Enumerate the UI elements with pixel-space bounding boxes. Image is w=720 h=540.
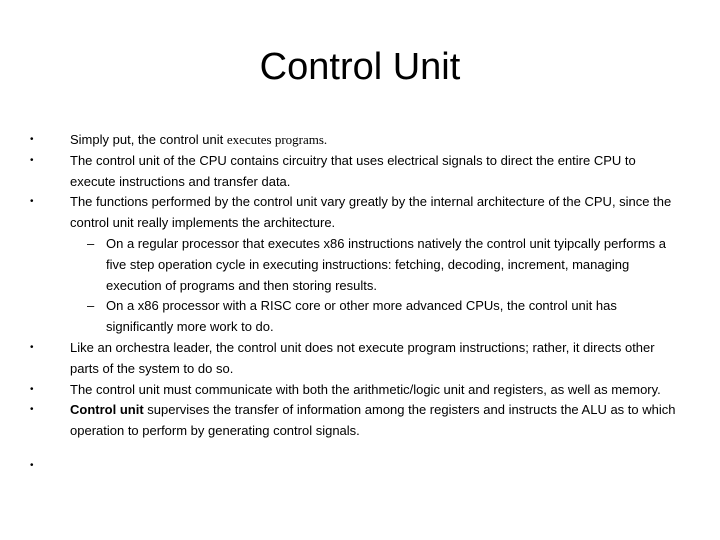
sub-bullet-text: On a x86 processor with a RISC core or other more advanced CPUs, the control unit has significantly more work to do. (106, 298, 617, 335)
bullet-text: The functions performed by the control unit vary greatly by the internal architecture of the CPU, since the control unit really implements the architecture. (70, 194, 672, 231)
bullet-text: supervises the transfer of information among the registers and instructs the ALU as to which operation to perform by generating control signals. (70, 402, 676, 439)
dash-icon: – (87, 235, 95, 251)
bullet-icon: • (30, 404, 34, 416)
bullet-text: The control unit of the CPU contains circuitry that uses electrical signals to direct the entire CPU to execute instructions and transfer data. (70, 152, 636, 189)
sub-bullet-item (30, 234, 690, 296)
bullet-icon: • (30, 341, 34, 353)
bullet-item (30, 338, 690, 380)
empty-bullet-item (30, 456, 690, 477)
bullet-icon: • (30, 459, 34, 471)
bullet-item (30, 151, 690, 193)
bullet-text-serif: executes programs. (226, 132, 328, 147)
bullet-item (30, 192, 690, 234)
sub-bullet-item (30, 296, 690, 338)
bullet-list (30, 130, 690, 477)
sub-bullet-text: On a regular processor that executes x86 instructions natively the control unit tyipcally performs a five step operation cycle in executing instructions: fetching, decoding, increment, managing execution of programs and then storing results. (106, 235, 666, 293)
bullet-item (30, 130, 690, 151)
bullet-text-bold: Control unit (70, 402, 144, 418)
bullet-text: Simply put, the control unit (70, 132, 227, 147)
bullet-item (30, 380, 690, 401)
bullet-text: Like an orchestra leader, the control unit does not execute program instructions; rather, it directs other parts of the system to do so. (70, 339, 655, 376)
bullet-icon: • (30, 196, 34, 208)
bullet-text: The control unit must communicate with both the arithmetic/logic unit and registers, as well as memory. (70, 381, 661, 397)
bullet-icon: • (30, 134, 34, 145)
slide-title: Control Unit (259, 46, 461, 88)
bullet-icon: • (30, 383, 34, 395)
dash-icon: – (87, 298, 95, 314)
bullet-item (30, 400, 690, 442)
bullet-icon: • (30, 154, 34, 166)
